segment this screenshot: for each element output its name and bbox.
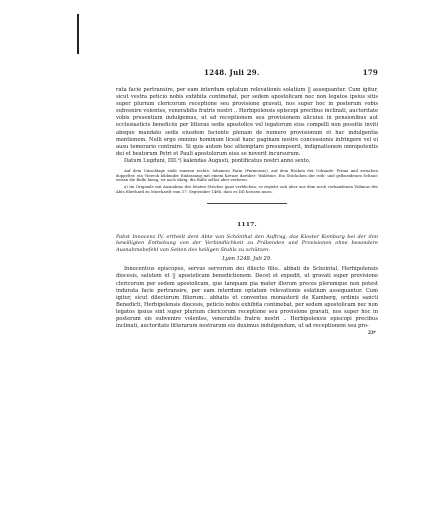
section-separator	[207, 203, 287, 204]
document-number: 1117.	[237, 221, 257, 228]
page-number: 179	[362, 68, 378, 77]
continuation-paragraph: rata facie pertransire, per eam interdum optatum relevationis solatium || assequantur. Cum igitur, sicut vestra peticio nobis exhibita continebat, per sedem apostolicam nec non legatos ipsius sitis super plurium clericorum receptione seu provisione gravati, nos super hoc in posterum vobis subvenire volentes, venerabilis fratris nostri .. Herbipolensis episcopi precibus inclinati, auctoritate vobis presentium indulgemus, ut ad receptionem seu provisionem alicuius in pensionibus aut ecclesiasticis beneficiis per litteras sedis apostolice vel legatorum eius compelli non possitis inviti absque mandato sedis eiusdem faciente plenam de numero provisionum et hac indulgentia mentionem. Nulli ergo omnino hominum liceat hanc paginam nostre concessionis infringere vel ei ausu temerario contraire. Si quis autem hoc attemptare presumpserit, indignationem omnipotentis dei et beatorum Petri et Pauli apostolorum eius se noverit incursurum.	[116, 87, 378, 157]
regest-summary: Pabst Innocenz IV. ertheilt dem Abte von Schönthal den Auftrag, das Kloster Komburg bei der ihm bewilligten Enthebung von der Verbindlichkeit zu Präbenden und Provisionen ohne besondere Ausnahmebefehl von Seiten des heiligen Stuhls zu schützen.	[116, 233, 378, 253]
letter-text: Innocentius episcopus, servus servorum dei dilecto filio.. abbati de Schointal, Herbipolensis diocesis, salutem et || apostolicam benedictionem. Decet et expedit, ut gravati super provisione clericorum per sedem apostolicam, que tanquam pia mater illorum preces plerumque non potest indurata facie pertransire, per eam interdum optatum relevationis solatium assequantur. Cum igitur, sicut dilectorum filiorum.. abbatis et conventus monasterii de Kamberg, ordinis sancti Benedicti, Herbipolensis diocesis, peticio nobis exhibita continebat, per sedem apostolicam nec non legatos ipsius sint super plurium clericorum receptione seu provisione gravati, nos super hoc in posterum eis subvenire volentes, venerabilis fratris nostri .. Herbipolensis episcopi precibus inclinati, auctoritate litterarum nostrarum eis duximus indulgendum, ut ad receptionem seu pro-	[116, 266, 378, 330]
seal-note: Auf dem Umschlage sieht zunæsn rechts: Iohannes Parin (Parmensis), auf dem Rücken der Urkunde: Prima und zwischen doppelter, ein Viereck bildender Einfassung mit einem Kreuze darüber: Waldeme. Ein Stückchen der roth- und gelbseidenen Schnur, woran die Bulle hieng, ist noch übrig, die Bulle selbst aber verloren.	[116, 168, 378, 183]
document-page	[116, 68, 378, 335]
footnote: a) Im Originale mit Ausnahme des letzten Striches ganz verblichen; es ergiebt sich aber aus dem noch vorhandenen Vidimus des Abts Eberhard zu Murrhardt vom 17. September 1486, dass es IIII heissen muss.	[116, 184, 378, 194]
notes-block	[116, 169, 378, 195]
margin-rule	[77, 14, 79, 54]
datum-line: Datum Lugduni, IIII.ᵃ) kalendas Augusti, pontificatus nostri anno sexto.	[124, 157, 311, 164]
running-head-date: 1248. Juli 29.	[204, 68, 260, 77]
page-header	[116, 68, 378, 79]
place-date: Lyon 1248. Juli 29.	[222, 256, 272, 263]
signature-mark: 23*	[367, 330, 376, 336]
